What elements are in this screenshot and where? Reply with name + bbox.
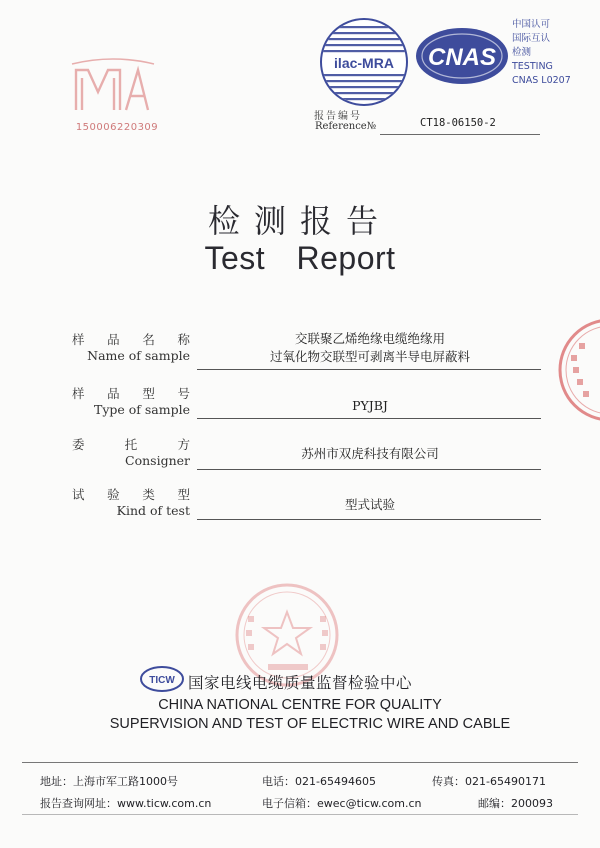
field-label-en: Kind of test: [116, 503, 190, 518]
title-en: Test Report: [204, 240, 396, 276]
organization-name-en-line1: CHINA NATIONAL CENTRE FOR QUALITY: [158, 697, 442, 713]
cnas-logo-icon: [414, 26, 510, 86]
official-stamp-icon: [555, 315, 600, 425]
organization-name-en-line2: SUPERVISION AND TEST OF ELECTRIC WIRE AND CABLE: [109, 716, 511, 732]
field-value-consigner: [200, 445, 540, 463]
reference-underline: [380, 134, 540, 135]
reference-label-cn: 报告编号: [314, 111, 362, 122]
ilac-logo-text: ilac-MRA: [334, 55, 394, 71]
field-label-en: Type of sample: [93, 402, 190, 417]
ticw-logo-text: TICW: [149, 675, 175, 686]
ilac-mra-logo-icon: [318, 16, 410, 108]
field-value-line: 型式试验: [344, 497, 395, 512]
footer-bottom-divider: [22, 814, 578, 815]
cnas-logo-text: CNAS: [427, 44, 497, 71]
field-underline: [197, 519, 541, 520]
footer-address: 地址：上海市军工路1000号: [40, 775, 178, 788]
cnas-line: 中国认可: [512, 19, 551, 30]
field-label-en: Consigner: [125, 453, 190, 468]
cnas-line: TESTING: [512, 61, 553, 72]
footer-divider: [22, 762, 578, 763]
field-value-sample-name: [200, 330, 540, 366]
footer-phone: 电话：021-65494605: [262, 775, 376, 788]
field-value-line: 交联聚乙烯绝缘电缆绝缘用: [294, 331, 445, 346]
title-cn: 检测报告: [207, 202, 392, 240]
field-value-line: 苏州市双虎科技有限公司: [301, 446, 439, 461]
field-underline: [197, 418, 541, 419]
cnas-line: CNAS L0207: [512, 75, 571, 86]
reference-number: CT18-06150-2: [420, 117, 496, 129]
cnas-line: 国际互认: [512, 33, 551, 44]
field-label-cn: 样品型号: [72, 386, 190, 401]
field-label-cn: 试验类型: [72, 487, 190, 502]
cnas-line: 检测: [512, 47, 532, 58]
reference-label-en: Reference№: [315, 121, 377, 132]
footer-fax: 传真：021-65490171: [432, 775, 546, 788]
field-underline: [197, 369, 541, 370]
footer-postcode: 邮编：200093: [478, 797, 553, 810]
field-label-en: Name of sample: [87, 348, 190, 363]
field-value-line: 过氧化物交联型可剥离半导电屏蔽料: [269, 349, 470, 364]
field-value-line: PYJBJ: [352, 398, 388, 413]
footer-email: 电子信箱：ewec@ticw.com.cn: [262, 797, 422, 810]
organization-name-cn: 国家电线电缆质量监督检验中心: [188, 674, 413, 692]
cnas-accreditation-text: [512, 18, 571, 88]
ticw-logo-icon: [139, 665, 185, 693]
field-value-test-kind: [200, 496, 540, 514]
field-underline: [197, 469, 541, 470]
footer-website: 报告查询网址：www.ticw.com.cn: [40, 797, 212, 810]
cma-code: 150006220309: [75, 122, 159, 133]
field-label-cn: 样品名称: [72, 332, 190, 347]
field-label-cn: 委托方: [72, 437, 190, 452]
field-value-sample-type: [200, 397, 540, 415]
